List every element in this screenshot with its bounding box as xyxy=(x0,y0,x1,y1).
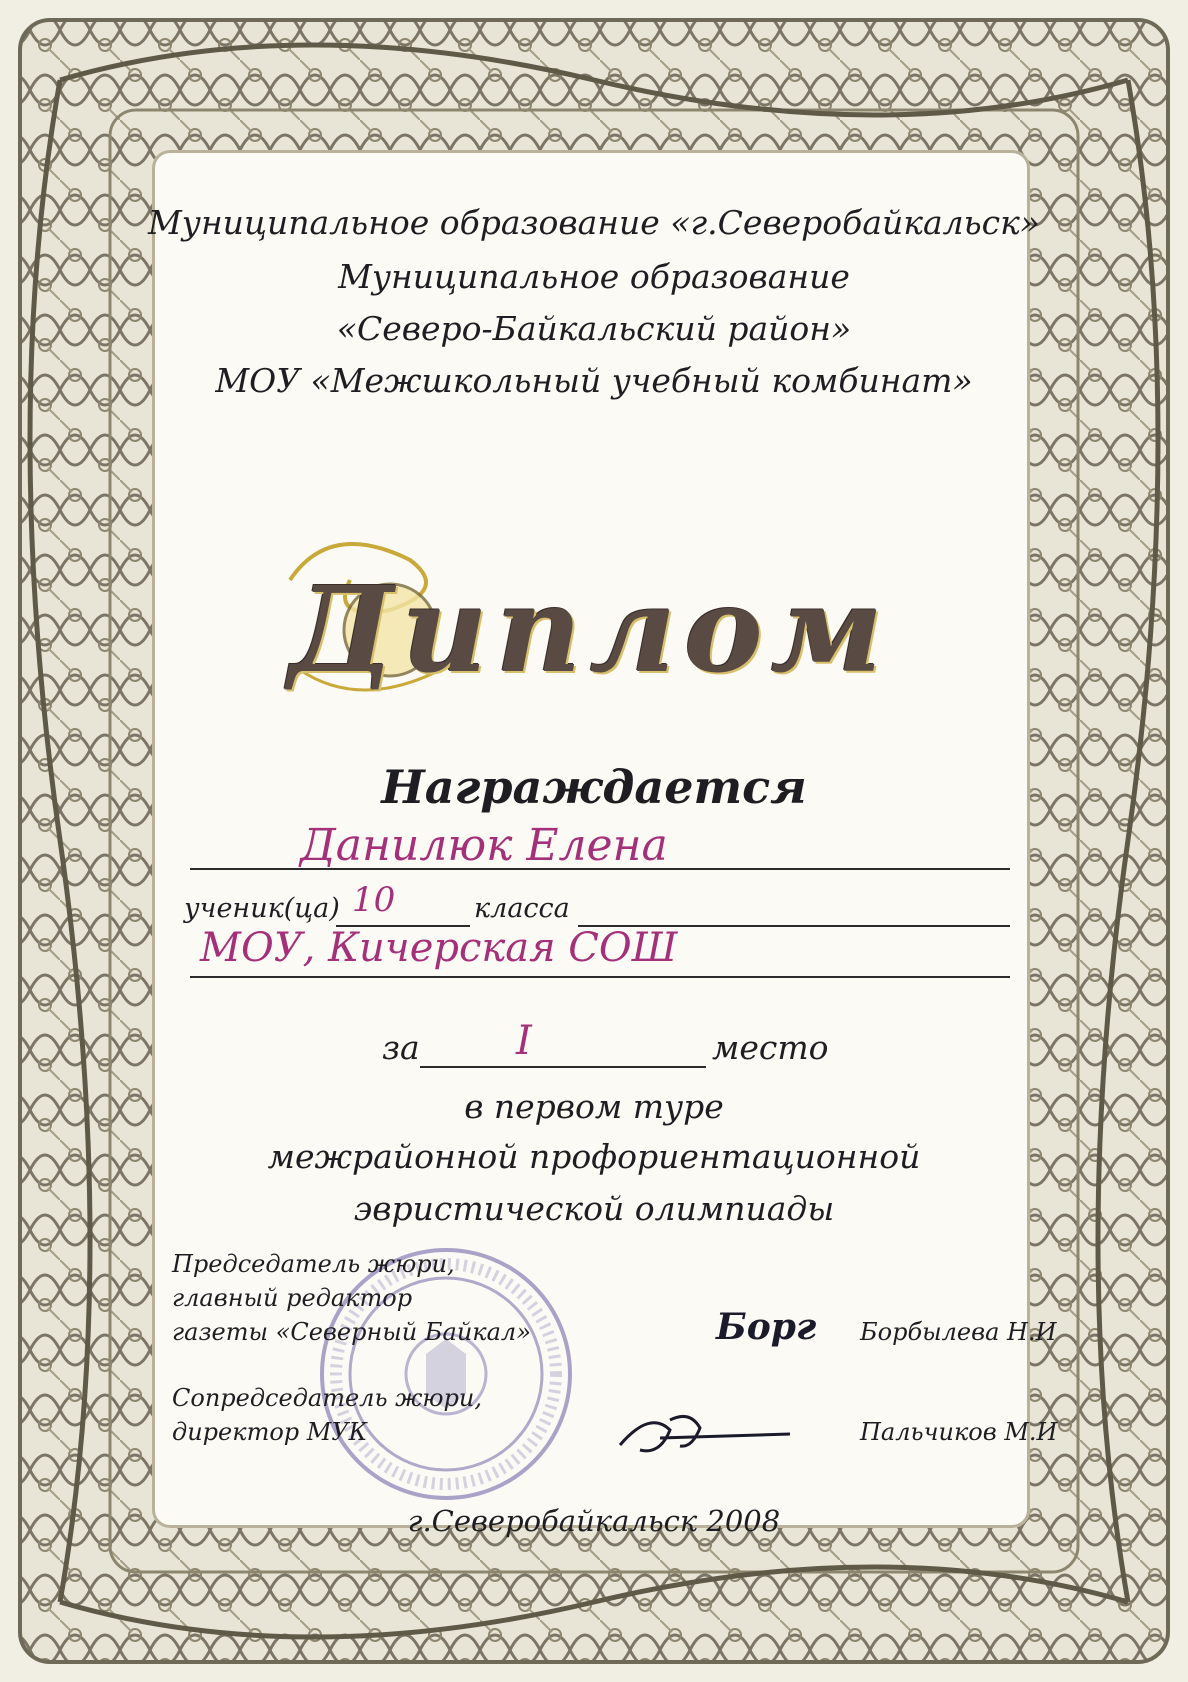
title-block xyxy=(270,520,910,720)
signatory-2-role-line-2: директор МУК xyxy=(172,1418,368,1446)
school-line xyxy=(190,976,1010,978)
signature-2 xyxy=(610,1400,800,1470)
school-name: МОУ, Кичерская СОШ xyxy=(200,925,678,971)
signatory-2-name: Пальчиков М.И xyxy=(860,1418,1058,1446)
event-line-1: в первом туре xyxy=(464,1087,724,1126)
event-line-2: межрайонной профориентационной xyxy=(267,1137,921,1176)
signature-1: Борг xyxy=(716,1306,817,1348)
signatory-1-name: Борбылева Н.И xyxy=(860,1318,1057,1346)
class-label: класса xyxy=(474,893,570,924)
place-value: I xyxy=(516,1018,532,1064)
place-suffix: место xyxy=(712,1028,829,1067)
header-line-4: МОУ «Межшкольный учебный комбинат» xyxy=(215,361,973,400)
header-line-1: Муниципальное образование «г.Северобайкальск» xyxy=(148,203,1040,242)
signatory-1-role-line-3: газеты «Северный Байкал» xyxy=(172,1318,531,1346)
header-line-2: Муниципальное образование xyxy=(338,257,850,296)
event-line-3: эвристической олимпиады xyxy=(353,1189,835,1228)
place-prefix: за xyxy=(382,1028,420,1067)
student-label: ученик(ца) xyxy=(184,893,340,924)
footer-place-year: г.Северобайкальск 2008 xyxy=(407,1504,781,1538)
official-stamp xyxy=(316,1244,576,1504)
signatory-1-role-line-2: главный редактор xyxy=(172,1284,413,1312)
diploma-title: Диплом xyxy=(289,560,891,699)
place-line xyxy=(420,1066,706,1068)
recipient-name-line xyxy=(190,868,1010,870)
awarded-label: Награждается xyxy=(381,760,807,814)
recipient-name: Данилюк Елена xyxy=(300,820,668,871)
signatory-2-role-line-1: Сопредседатель жюри, xyxy=(172,1384,483,1412)
signatory-1-role-line-1: Председатель жюри, xyxy=(172,1250,455,1278)
grade-value: 10 xyxy=(352,880,396,920)
header-line-3: «Северо-Байкальский район» xyxy=(336,309,852,348)
